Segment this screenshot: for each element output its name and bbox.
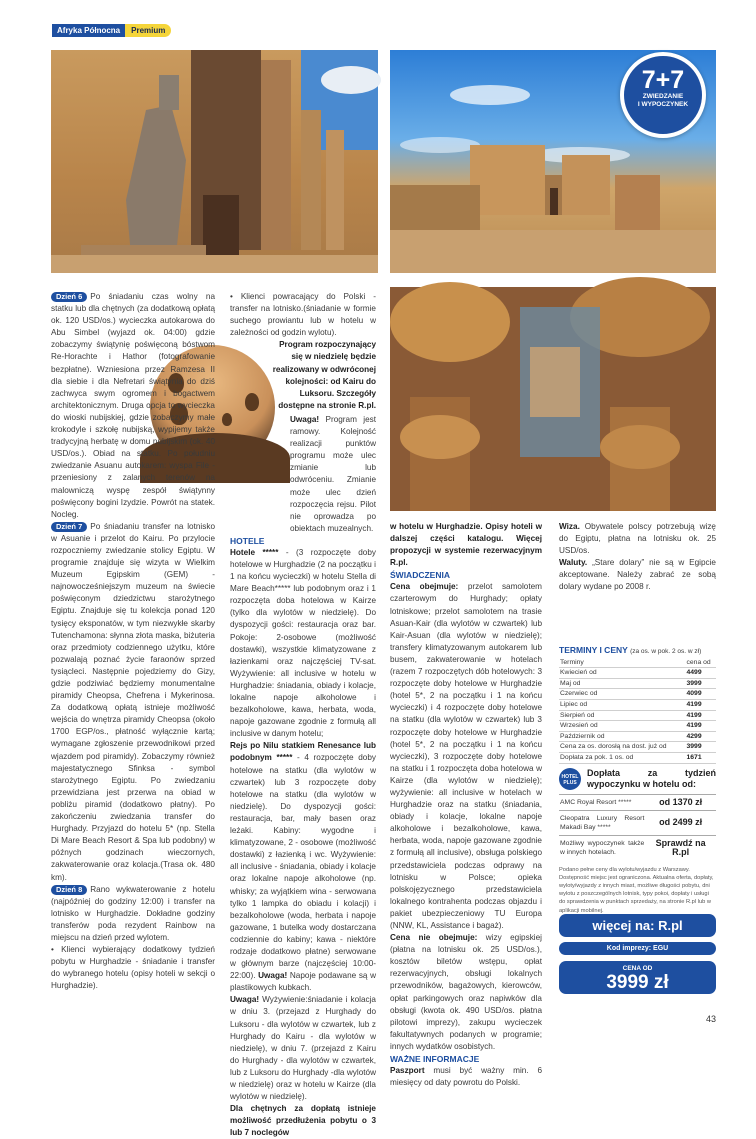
excludes-label: Cena nie obejmuje: xyxy=(390,933,478,943)
single-supplement-row xyxy=(559,753,716,764)
services-column xyxy=(390,521,542,1089)
cruise-label: Rejs po Nilu statkiem Renesance lub podobnym ***** xyxy=(230,741,376,763)
col-header-dates: Terminy xyxy=(559,658,685,668)
services-heading: ŚWIADCZENIA xyxy=(390,570,450,581)
price-value: 3999 zł xyxy=(606,972,669,993)
tour-code-box: Kod imprezy: EGU xyxy=(559,942,716,955)
excludes-text: wizy egipskiej (płatna na lotnisku ok. 25 USD/os.), kosztów biletów wstępu, opłat rezerwacyjnych, obsługi lokalnych przewodników, bagażowych, kierowców, opłat parkingowych oraz napiwków dla obsługi (kwota ok. 490 USD/os. płatna pilotowi imprezy), zakupu wycieczek fakultatywnych podanych w programie; innych wydatków osobistych. xyxy=(390,933,542,1051)
day6-paragraph xyxy=(51,291,215,521)
passport-label: Paszport xyxy=(390,1066,425,1076)
price-row xyxy=(559,678,716,689)
hotels-label: Hotele ***** xyxy=(230,547,279,557)
region-label: Afryka Północna xyxy=(52,24,125,37)
hotel-row xyxy=(559,835,716,860)
single-label: Dopłata za pok. 1 os. od xyxy=(559,753,685,764)
day6-badge: Dzień 6 xyxy=(51,292,87,302)
dates-prices-sub: (za os. w pok. 2 os. w zł) xyxy=(630,647,702,655)
badge-number: 7+7 xyxy=(641,66,685,94)
price-row xyxy=(559,721,716,732)
hotel-descriptions-note: w hotelu w Hurghadzie. Opisy hoteli w dalszej części katalogu. Więcej propozycji w systemie rezerwacyjnym R.pl. xyxy=(390,522,542,568)
day8-text: Rano wykwaterowanie z hotelu (najpóźniej do godziny 12:00) i transfer na lotnisko w Hurghadzie. Dokładne godziny transferów poda rezydent Rainbow na miejscu na dzień przed wylotem. xyxy=(51,884,215,942)
hotel-name: AMC Royal Resort ***** xyxy=(559,794,645,810)
meals-note-label: Uwaga! xyxy=(230,995,260,1005)
day7-badge: Dzień 7 xyxy=(51,522,87,532)
day7-paragraph xyxy=(51,521,215,884)
visa-text: Obywatele polscy potrzebują wizę do Egiptu, płatna na lotnisku ok. 25 USD/os. xyxy=(559,522,716,556)
term-label: Maj od xyxy=(559,678,685,689)
passport-text: musi być ważny min. 6 miesięcy od daty powrotu do Polski. xyxy=(390,1066,543,1088)
hotel-price: Sprawdź na R.pl xyxy=(645,835,716,860)
includes-text: przelot samolotem czarterowym do Hurghady; opłaty lotniskowe; przelot samolotem na trasie Asuan-Kair (dla wylotów w czwartek) lub Kair-Asuan (dla wylotów w niedzielę); transfery klimatyzowanym autokarem lub busem, zakwaterowanie w hotelach (razem 7 rozpoczętych dób hotelowych: 3 rozpoczęte doby hotelowe w Hurghadzie (hotel 5*, 2 na początku i 1 na końcu wycieczki) i 4 rozpoczęte doby hotelowe na statku (dla wylotów w czwartek) lub 3 rozpoczęte doby hotelowe w Hurghadzie (hotel 5*, 2 na początku i 1 na końcu wycieczki), 3 rozpoczęte doby hotelowe na statku i 1 rozpoczęta doba hotelowa w Kairze (dla wylotów w niedzielę); wyżywienie: all inclusive w hotelach w Hurghadzie oraz na statku (śniadania, obiady i kolacje, lokalne napoje alkoholowe i bezalkoholowe, kawa, herbata, woda, napoje gazowane zgodnie z formułą all inclusive), obsługa polskiego przedstawiciela podczas odprawy na lotnisku w Polsce; opieka polskojęzycznego przedstawiciela lokalnego kontrahenta podczas objazdu i pakiet ubezpieczeniowy TU Europa (NNW, KL, Assistance i bagaż). xyxy=(390,582,542,930)
more-info-button[interactable]: więcej na: R.pl xyxy=(559,914,716,937)
itinerary-column-2 xyxy=(230,291,376,1139)
hotel-row xyxy=(559,810,716,835)
note-label: Uwaga! xyxy=(290,414,320,424)
photo-horus-temple xyxy=(51,50,378,273)
visa-label: Wiza. xyxy=(559,522,580,531)
day7-text: Po śniadaniu transfer na lotnisko w Asuanie i przelot do Kairu. Po przylocie rozpoczniemy zwiedzanie stolicy Egiptu. W programie znajduje się wizyta w Wielkim Muzeum Egipskim (GEM) - najnowocześniejszym muzeum na świecie poświęconym dziedzictwu starożytnego Egiptu. Znajduje się tu kolekcja ponad 120 tysięcy eksponatów, w tym niezwykłe skarby Tutenchamona: słynna złota maska, biżuteria oraz przedmioty codziennego użytku, które pozwalają poznać życie faraonów sprzed tysiącleci. Następnie pojedziemy do Gizy, gdzie podziwiać będziemy monumentalne piramidy Cheopsa, Chefrena i Mykerinosa. Za dodatkową opłatą istnieje możliwość wejścia do wnętrza piramidy Cheopsa (około 1700 EGP/os., płatność wyłącznie kartą; wymagane zgłoszenie przewodnikowi przed wjazdem pod piramidy). Zobaczymy również majestatycznego Sfinksa - symbol starożytnego Egiptu. Po zwiedzaniu przewidziana jest przerwa na obiad w pobliżu piramid (dodatkowo płatny). Po zakończeniu zwiedzania transfer do Hurghady. Przyjazd do hotelu 5* (np. Stella Di Mare Beach Resort & Spa lub podobny) w późnych godzinach wieczornych, zakwaterowanie oraz kolacja.(Trasa ok. 480 km). xyxy=(51,521,215,882)
price-row xyxy=(559,700,716,711)
tour-type-badge xyxy=(620,52,706,138)
col-header-price: cena od xyxy=(685,658,716,668)
region-tag xyxy=(52,24,171,37)
hotel-name: Możliwy wypoczynek także w innych hotelach. xyxy=(559,835,645,860)
adult-price: 3999 xyxy=(685,742,716,753)
term-price: 4299 xyxy=(685,731,716,742)
price-table-header xyxy=(559,658,716,668)
hotel-name: Cleopatra Luxury Resort Makadi Bay ***** xyxy=(559,810,645,835)
hotel-plus-block xyxy=(559,768,716,790)
cruise-text: - 4 rozpoczęte doby hotelowe na statku (dla wylotów w czwartek) lub 3 rozpoczęte doby hotelowe na statku (dla wylotów w niedzielę). Do dyspozycji gości: restauracja, bar, mały basen oraz leżaki. Kabiny: wygodne i klimatyzowane, 2 - osobowe (możliwość dostawki) z łazienką i wc. Wyżywienie: all inclusive - śniadania, obiady i kolacje oraz lokalne napoje alkoholowe (np. whisky; za wyjątkiem wina - serwowana tylko 1 lampka do obiadu i kolacji) i bezalkoholowe (woda, herbata i napoje gazowane, 1 butelka wody dostarczana codziennie do kabiny; kawa - niektóre rodzaje dodatkowo płatne) serwowane w głównym barze (najczęściej 10:00-22:00). xyxy=(230,753,376,981)
term-price: 3999 xyxy=(685,678,716,689)
term-price: 4199 xyxy=(685,721,716,732)
important-info-heading: WAŻNE INFORMACJE xyxy=(390,1054,480,1065)
day8-badge: Dzień 8 xyxy=(51,885,87,895)
term-label: Lipiec od xyxy=(559,700,685,711)
price-label: CENA OD xyxy=(622,965,653,972)
term-label: Czerwiec od xyxy=(559,689,685,700)
price-row xyxy=(559,731,716,742)
day8-extra: • Klienci wybierający dodatkowy tydzień pobytu w Hurghadzie - śniadanie i transfer do wybranego hotelu (opisy hoteli w sekcji o Hurghadzie). xyxy=(51,945,215,991)
premium-label: Premium xyxy=(125,24,171,37)
hotels-text: - (3 rozpoczęte doby hotelowe w Hurghadzie (2 na początku i 1 na końcu wycieczki) w hotelu Stella di Mare Beach***** lub podobnym oraz i 1 rozpoczęta doba hotelowa w Kairze (tylko dla wylotów w niedzielę). Do dyspozycji gości: restauracja oraz bar. Pokoje: 2-osobowe (możliwość dostawki), wszystkie klimatyzowane z łazienkami oraz najczęściej TV-sat. Wyżywienie: all inclusive w hotelu w Hurghadzie: śniadania, obiady i kolacje, lokalne napoje alkoholowe i bezalkoholowe, kawa, herbata, woda, napoje gazowane zgodnie z formułą all inclusive w danym hotelu; xyxy=(230,547,377,739)
price-box xyxy=(559,961,716,994)
term-label: Wrzesień od xyxy=(559,721,685,732)
dates-prices-heading: TERMINY I CENY xyxy=(559,644,628,655)
itinerary-column-1 xyxy=(51,291,215,992)
hotel-price: od 2499 zł xyxy=(645,810,716,835)
price-disclaimer: Podano pełne ceny dla wylotu/wyjazdu z Warszawy. Dostępność miejsc jest ograniczona. Aktualna oferta, dopłaty, wyloty/wyjazdy z innych miast, możliwe długości pobytu, dni wylotu z poszczególnych lotnisk, typy pokoi, dopłaty i usługi do sprawdzenia w punktach sprzedaży, na stronie R.pl lub w aplikacji mobilnej. xyxy=(559,866,714,914)
price-row xyxy=(559,668,716,679)
term-price: 4499 xyxy=(685,668,716,679)
term-label: Sierpień od xyxy=(559,710,685,721)
hotel-plus-icon: HOTEL PLUS xyxy=(559,768,581,790)
adult-extra-bed-row xyxy=(559,742,716,753)
hotel-plus-title: Dopłata za tydzień wypoczynku w hotelu od: xyxy=(587,767,716,789)
price-table xyxy=(559,658,716,764)
page-number: 43 xyxy=(705,1014,716,1024)
hotel-price: od 1370 zł xyxy=(645,794,716,810)
extension-note: Dla chętnych za dopłatą istnieje możliwość przedłużenia pobytu o 3 lub 7 noclegów xyxy=(230,1104,376,1138)
sunday-program-note: Program rozpoczynający się w niedzielę będzie realizowany w odwróconej kolejności: od Kairu do Luksoru. Szczegóły dostępne na stronie R.pl. xyxy=(272,340,376,410)
currency-text: „Stare dolary” nie są w Egipcie akceptowane. Należy zabrać ze sobą dolary wydane po 2008 r. xyxy=(559,558,716,592)
price-row xyxy=(559,710,716,721)
price-row xyxy=(559,689,716,700)
currency-label: Waluty. xyxy=(559,558,588,568)
cruise-note-text: Napoje podawane są w plastikowych kubkach. xyxy=(230,971,377,993)
term-price: 4099 xyxy=(685,689,716,700)
day6-text: Po śniadaniu czas wolny na statku lub dla chętnych (za dodatkową opłatą ok. 120 USD/os.) wycieczka autokarowa do Abu Simbel (wyjazd ok. 04:00) gdzie zobaczymy świątynię poświęconą bóstwom Re-Horachte i Hathor (fotografowanie bezpłatne). Wzniesiona przez Ramzesa II dla siebie i dla Nefretari świątynia do dziś zachwyca swym ogromem i bogactwem architektonicznym. Druga opcja to wycieczka do wioski nubijskiej, gdzie zobaczymy małe krokodyle i szkołę nubijską, wypijemy także tradycyjną herbatę w domu nubijskim (ok. 40 USD/os.). Obiad na statku. Po południu zwiedzanie Asuanu autokarem: wyspa File - przeniesiony z zalanych terenów na malowniczą wyspę zespół świątynny poświęcony bogini Izydzie. Powrót na statek. Nocleg. xyxy=(51,292,215,519)
cruise-note-label: Uwaga! xyxy=(258,971,288,981)
day8-paragraph xyxy=(51,884,215,944)
photo-temple-columns xyxy=(390,287,716,511)
badge-line2: I WYPOCZYNEK xyxy=(637,101,689,108)
term-label: Październik od xyxy=(559,731,685,742)
meals-note-text: Wyżywienie:śniadanie i kolacja w dniu 3. (przejazd z Hurghady do Luksoru - dla wylotów w czwartek, lub z Hurghady do Kairu - dla wylotów w niedzielę), w dniu 7. (przejazd z Kairu do Hurghady - dla wylotów w czwartek, lub z Luksoru do Hurghady -dla wylotów w niedzielę) oraz w hotelu w Kairze (dla wylotów w niedzielę). xyxy=(230,995,376,1102)
includes-label: Cena obejmuje: xyxy=(390,582,459,592)
term-label: Kwiecień od xyxy=(559,668,685,679)
prices-column xyxy=(559,521,716,915)
return-clients: • Klienci powracający do Polski - transfer na lotnisko.(śniadanie w formie suchego prowiantu lub w hotelu w zależności od godzin wylotu). xyxy=(230,292,376,338)
hotel-supplement-table xyxy=(559,794,716,860)
badge-line1: ZWIEDZANIE xyxy=(642,93,684,100)
hotel-row xyxy=(559,794,716,810)
hotels-heading: HOTELE xyxy=(230,535,265,546)
term-price: 4199 xyxy=(685,710,716,721)
term-price: 4199 xyxy=(685,700,716,711)
adult-label: Cena za os. dorosłą na dost. już od xyxy=(559,742,685,753)
note-text: Program jest ramowy. Kolejność realizacji punktów programu może ulec zmianie lub odwróceniu. Zmianie może ulec dzień rozpoczęcia rejsu. Pilot nie oprowadza po obiektach muzealnych. xyxy=(290,414,376,533)
single-price: 1671 xyxy=(685,753,716,764)
